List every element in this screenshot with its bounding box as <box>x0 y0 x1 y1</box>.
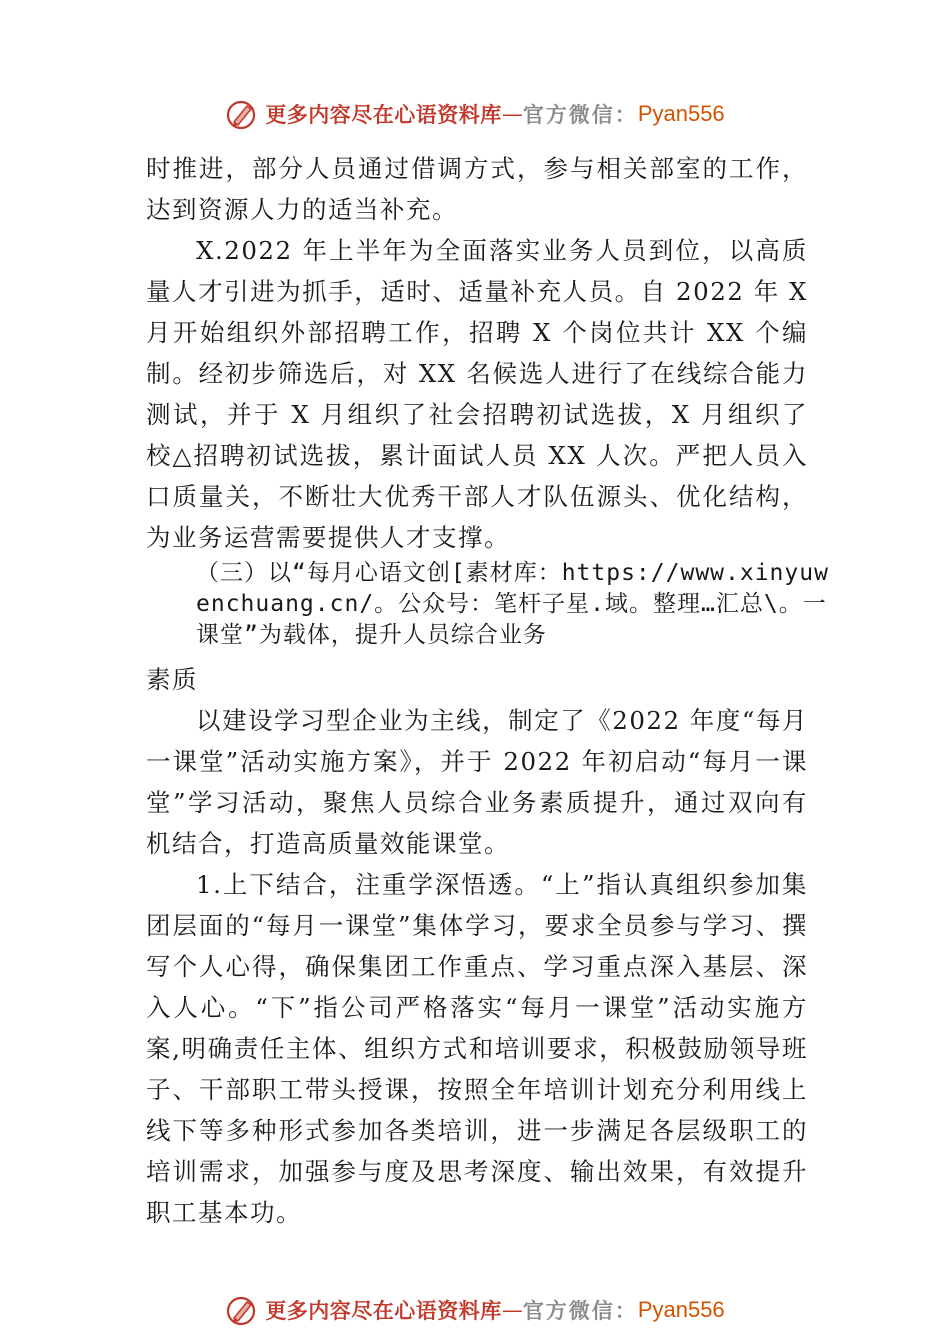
banner-wechat-label: 官方微信： <box>522 102 638 127</box>
section-heading-tail: 素质 <box>146 665 198 694</box>
header-banner <box>0 94 950 134</box>
section-heading: （三）以“每月心语文创[素材库：https://www.xinyuwenchuang.cn/。公众号：笔杆子星.域。整理…汇总\。一课堂”为载体，提升人员综合业务 <box>196 560 829 648</box>
paragraph-3: 以建设学习型企业为主线，制定了《2022 年度“每月一课堂”活动实施方案》，并于 2022 年初启动“每月一课堂”学习活动，聚焦人员综合业务素质提升，通过双向有机结合，打造高质量效能课堂。 <box>146 706 808 858</box>
paragraph-2: X.2022 年上半年为全面落实业务人员到位，以高质量人才引进为抓手，适时、适量补充人员。自 2022 年 X 月开始组织外部招聘工作，招聘 X 个岗位共计 XX 个编制。经初步筛选后，对 XX 名候选人进行了在线综合能力测试，并于 X 月组织了社会招聘初试选拔，X 月组织了校△招聘初试选拔，累计面试人员 XX 人次。严把人员入口质量关，不断壮大优秀干部人才队伍源头、优化结构，为业务运营需要提供人才支撑。 <box>146 236 808 552</box>
banner-red-text: 更多内容尽在心语资料库 <box>265 102 502 127</box>
pen-circle-logo-icon <box>225 97 259 131</box>
banner-dash: — <box>501 102 523 126</box>
pen-circle-logo-icon <box>225 1293 259 1327</box>
footer-banner <box>0 1290 950 1330</box>
paragraph-4: 1.上下结合，注重学深悟透。“上”指认真组织参加集团层面的“每月一课堂”集体学习，要求全员参与学习、撰写个人心得，确保集团工作重点、学习重点深入基层、深入人心。“下”指公司严格落实“每月一课堂”活动实施方案,明确责任主体、组织方式和培训要求，积极鼓励领导班子、干部职工带头授课，按照全年培训计划充分利用线上线下等多种形式参加各类培训，进一步满足各层级职工的培训需求，加强参与度及思考深度、输出效果，有效提升职工基本功。 <box>146 870 808 1227</box>
footer-wechat-account: Pyan556 <box>637 1297 725 1322</box>
banner-wechat-account: Pyan556 <box>637 101 725 126</box>
paragraph-1: 时推进，部分人员通过借调方式，参与相关部室的工作，达到资源人力的适当补充。 <box>146 154 808 224</box>
footer-red-text: 更多内容尽在心语资料库 <box>265 1298 502 1323</box>
footer-wechat-label: 官方微信： <box>522 1298 638 1323</box>
footer-dash: — <box>501 1298 523 1322</box>
document-body <box>146 148 829 1233</box>
